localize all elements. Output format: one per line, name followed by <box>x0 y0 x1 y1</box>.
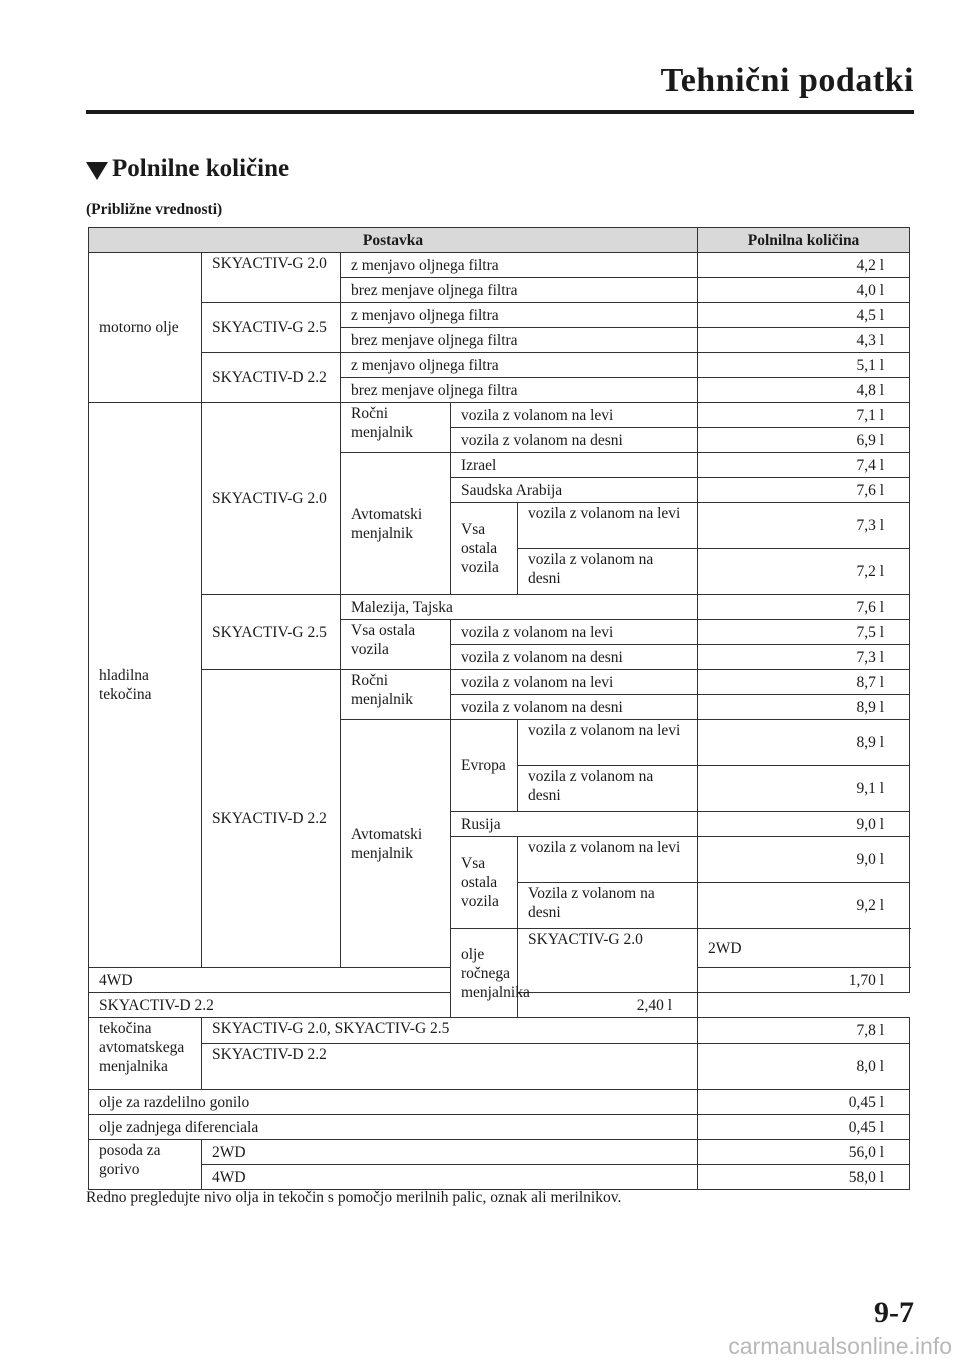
row-value: 7,2 l <box>698 549 910 595</box>
engine-label: SKYACTIV-G 2.5 <box>202 303 341 353</box>
row-desc: brez menjave oljnega filtra <box>341 278 698 303</box>
region-label: Vsa ostala vozila <box>451 503 518 595</box>
row-desc: vozila z volanom na levi <box>518 720 698 766</box>
row-desc: 2WD <box>698 929 910 968</box>
row-value: 5,1 l <box>698 353 910 378</box>
transmission-label: Ročni menjalnik <box>341 403 451 453</box>
row-value: 8,7 l <box>698 670 910 695</box>
row-desc: vozila z volanom na desni <box>451 645 698 670</box>
row-desc: olje za razdelilno gonilo <box>89 1090 698 1115</box>
engine-label: SKYACTIV-G 2.0 <box>202 403 341 595</box>
row-value: 1,70 l <box>698 968 910 993</box>
transmission-label: Avtomatski menjalnik <box>341 453 451 595</box>
section-title-text: Polnilne količine <box>112 155 290 182</box>
engine-label: SKYACTIV-D 2.2 <box>202 353 341 403</box>
table-row <box>89 1115 910 1140</box>
row-desc: z menjavo oljnega filtra <box>341 353 698 378</box>
row-desc: vozila z volanom na levi <box>451 620 698 645</box>
row-value: 7,4 l <box>698 453 910 478</box>
row-value: 7,3 l <box>698 503 910 549</box>
row-value: 7,8 l <box>698 1018 910 1044</box>
table-row <box>89 253 910 278</box>
row-desc: SKYACTIV-D 2.2 <box>89 993 518 1018</box>
row-desc: SKYACTIV-D 2.2 <box>202 1044 698 1090</box>
row-value: 6,9 l <box>698 428 910 453</box>
row-desc: z menjavo oljnega filtra <box>341 253 698 278</box>
row-value: 7,5 l <box>698 620 910 645</box>
category-automatic-transmission-fluid: tekočina avtomatskega menjalnika <box>89 1018 202 1090</box>
row-value: 7,3 l <box>698 645 910 670</box>
row-desc: Rusija <box>451 812 698 837</box>
row-desc: 2WD <box>202 1140 698 1165</box>
engine-label: SKYACTIV-D 2.2 <box>202 670 341 968</box>
row-desc: z menjavo oljnega filtra <box>341 303 698 328</box>
table-row <box>89 1140 910 1165</box>
header-amount: Polnilna količina <box>698 228 910 253</box>
row-desc: 4WD <box>202 1165 698 1190</box>
row-desc: Vozila z volanom na desni <box>518 883 698 929</box>
page-number: 9-7 <box>874 1296 914 1329</box>
category-coolant: hladilna tekočina <box>89 403 202 968</box>
row-desc: SKYACTIV-G 2.0, SKYACTIV-G 2.5 <box>202 1018 698 1044</box>
category-engine-oil: motorno olje <box>89 253 202 403</box>
transmission-label: Ročni menjalnik <box>341 670 451 720</box>
table-row <box>89 353 910 378</box>
header-item: Postavka <box>89 228 698 253</box>
row-value: 4,0 l <box>698 278 910 303</box>
row-value: 7,1 l <box>698 403 910 428</box>
row-value: 4,8 l <box>698 378 910 403</box>
row-desc: Izrael <box>451 453 698 478</box>
row-value: 9,0 l <box>698 812 910 837</box>
capacities-table <box>88 227 910 1190</box>
row-desc: brez menjave oljnega filtra <box>341 378 698 403</box>
table-row <box>89 595 910 620</box>
triangle-down-icon <box>86 162 108 180</box>
header-divider <box>86 110 914 114</box>
row-desc: Saudska Arabija <box>451 478 698 503</box>
approx-note: (Približne vrednosti) <box>86 201 223 218</box>
region-label: Evropa <box>451 720 518 812</box>
row-value: 0,45 l <box>698 1115 910 1140</box>
chapter-title: Tehnični podatki <box>660 62 914 99</box>
table-row <box>89 1090 910 1115</box>
row-desc: vozila z volanom na desni <box>518 549 698 595</box>
row-value: 2,40 l <box>518 993 698 1018</box>
transmission-label: Avtomatski menjalnik <box>341 720 451 968</box>
row-desc: Malezija, Tajska <box>341 595 698 620</box>
table-row <box>89 1165 910 1190</box>
engine-label: SKYACTIV-G 2.0 <box>202 253 341 303</box>
row-desc: vozila z volanom na levi <box>451 403 698 428</box>
table-header-row <box>89 228 910 253</box>
table-row <box>89 403 910 428</box>
row-value: 4,2 l <box>698 253 910 278</box>
category-manual-transmission-oil: olje ročnega menjalnika <box>451 929 518 1018</box>
row-value: 9,2 l <box>698 883 910 929</box>
engine-label: SKYACTIV-G 2.0 <box>518 929 698 993</box>
row-value: 9,0 l <box>698 837 910 883</box>
section-title <box>86 155 289 183</box>
row-desc: vozila z volanom na levi <box>518 837 698 883</box>
table-row <box>89 1018 910 1044</box>
row-value: 58,0 l <box>698 1165 910 1190</box>
region-label: Vsa ostala vozila <box>341 620 451 670</box>
row-value: 8,9 l <box>698 720 910 766</box>
row-value: 9,1 l <box>698 766 910 812</box>
row-desc: vozila z volanom na desni <box>451 428 698 453</box>
row-value: 4,3 l <box>698 328 910 353</box>
table-row <box>89 1044 910 1090</box>
row-desc: vozila z volanom na levi <box>518 503 698 549</box>
row-desc: vozila z volanom na levi <box>451 670 698 695</box>
table-row <box>89 670 910 695</box>
row-desc: vozila z volanom na desni <box>518 766 698 812</box>
table-row <box>89 303 910 328</box>
row-value: 0,45 l <box>698 1090 910 1115</box>
row-desc: vozila z volanom na desni <box>451 695 698 720</box>
footnote: Redno pregledujte nivo olja in tekočin s pomočjo merilnih palic, oznak ali merilnikov. <box>86 1189 622 1206</box>
row-desc: olje zadnjega diferenciala <box>89 1115 698 1140</box>
row-desc: 4WD <box>89 968 451 993</box>
row-value: 7,6 l <box>698 478 910 503</box>
watermark: carmanualsonline.info <box>728 1333 952 1359</box>
row-value: 8,9 l <box>698 695 910 720</box>
engine-label: SKYACTIV-G 2.5 <box>202 595 341 670</box>
row-value: 4,5 l <box>698 303 910 328</box>
region-label: Vsa ostala vozila <box>451 837 518 929</box>
row-value: 7,6 l <box>698 595 910 620</box>
category-fuel-tank: posoda za gorivo <box>89 1140 202 1190</box>
row-value: 56,0 l <box>698 1140 910 1165</box>
row-value: 8,0 l <box>698 1044 910 1090</box>
row-desc: brez menjave oljnega filtra <box>341 328 698 353</box>
